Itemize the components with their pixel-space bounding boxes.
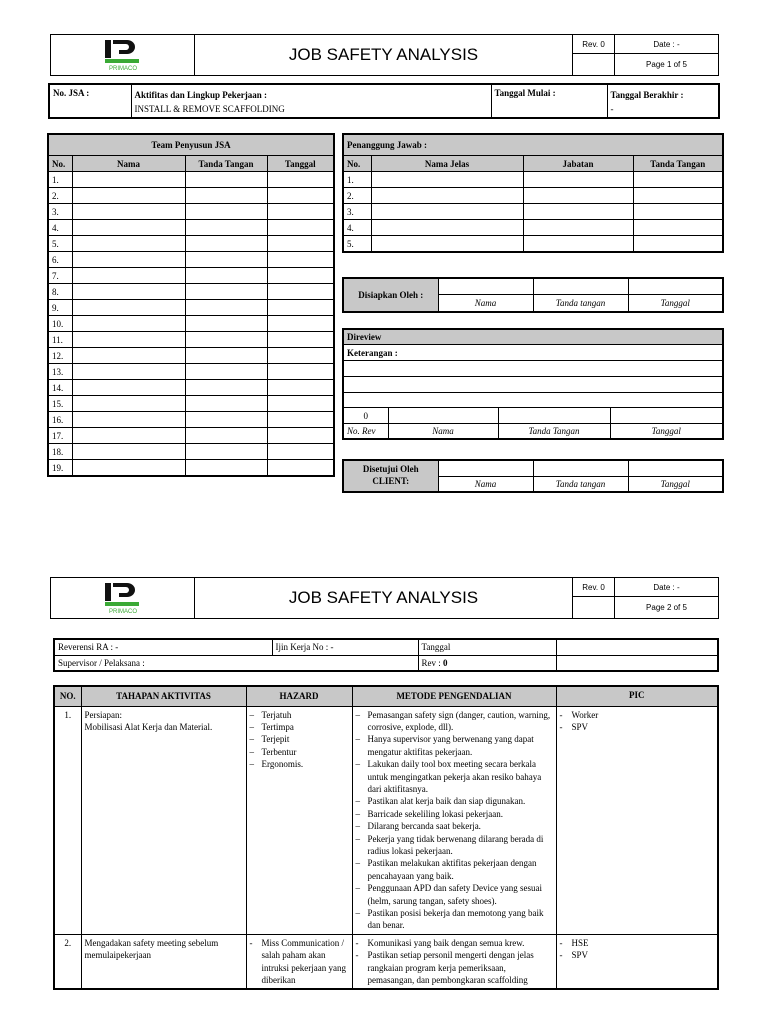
page2-tanggal: Tanggal [418, 639, 556, 655]
primaco-logo-icon [99, 581, 147, 615]
team-row [48, 348, 334, 364]
team-row [48, 172, 334, 188]
act-header-tahapan: TAHAPAN AKTIVITAS [81, 686, 246, 706]
team-cell [72, 348, 185, 364]
team-row-number: 4. [48, 220, 72, 236]
date: Date : - [615, 35, 719, 54]
pj-row [343, 220, 723, 236]
pj-cell [371, 204, 523, 220]
page-number: Page 1 of 5 [615, 54, 719, 76]
pj-row [343, 188, 723, 204]
pic-item: - SPV [560, 949, 715, 961]
pj-cell [633, 204, 723, 220]
disiapkan-table [342, 277, 724, 313]
team-row-number: 17. [48, 428, 72, 444]
team-row-number: 2. [48, 188, 72, 204]
activity-tahapan [81, 934, 246, 989]
tanggal-berakhir-value: - [610, 104, 614, 115]
activity-pic [556, 706, 718, 934]
team-row [48, 444, 334, 460]
metode-item: – Pastikan posisi bekerja dan memotong yang baik dan benar. [356, 907, 553, 932]
team-cell [72, 428, 185, 444]
tahapan-line: Persiapan: [84, 709, 122, 720]
team-cell [267, 204, 334, 220]
pj-row-number: 5. [343, 236, 371, 253]
pj-cell [523, 204, 633, 220]
hazard-list [250, 709, 349, 771]
metode-item: – Barricade sekeliling lokasi pekerjaan. [356, 808, 553, 820]
team-cell [185, 284, 267, 300]
team-row [48, 204, 334, 220]
team-row [48, 460, 334, 477]
team-cell [267, 348, 334, 364]
team-cell [267, 412, 334, 428]
metode-item: – Pemasangan safety sign (danger, caution, warning, corrosive, explode, dll). [356, 709, 553, 734]
direview-title: Direview [343, 329, 723, 345]
disetujui-table [342, 459, 724, 493]
metode-item: – Lakukan daily tool box meeting secara berkala untuk mengingatkan pekerja akan resiko bahaya dari aktifitasnya. [356, 758, 553, 795]
team-row [48, 396, 334, 412]
primaco-logo-icon [99, 38, 147, 72]
team-cell [72, 316, 185, 332]
team-row [48, 300, 334, 316]
metode-list [356, 709, 553, 932]
team-row-number: 19. [48, 460, 72, 477]
page1-header [50, 34, 719, 76]
pj-cell [371, 188, 523, 204]
team-cell [267, 220, 334, 236]
team-row-number: 3. [48, 204, 72, 220]
disetujui-nama: Nama [438, 476, 533, 492]
revision: Rev. 0 [573, 35, 615, 54]
team-row-number: 16. [48, 412, 72, 428]
hazard-list [250, 937, 349, 987]
disiapkan-tanda: Tanda tangan [533, 294, 628, 312]
team-cell [185, 412, 267, 428]
act-header-pic: PIC [556, 686, 718, 706]
team-cell [185, 300, 267, 316]
team-row [48, 380, 334, 396]
document-title: JOB SAFETY ANALYSIS [195, 35, 573, 76]
team-row-number: 14. [48, 380, 72, 396]
pic-list [560, 937, 715, 962]
aktifitas-label: Aktifitas dan Lingkup Pekerjaan : [134, 90, 268, 100]
pj-cell [523, 188, 633, 204]
team-cell [72, 268, 185, 284]
metode-item: - Pastikan setiap personil mengerti dengan jelas rangkaian program kerja pemeriksaan, pemasangan, dan pembongkaran scaffolding [356, 949, 553, 986]
team-row [48, 268, 334, 284]
team-cell [267, 188, 334, 204]
disetujui-label-line2: CLIENT: [372, 476, 410, 486]
penanggung-title: Penanggung Jawab : [343, 134, 723, 156]
team-header-no: No. [48, 156, 72, 172]
team-cell [72, 220, 185, 236]
disiapkan-label: Disiapkan Oleh : [343, 278, 438, 312]
team-row-number: 9. [48, 300, 72, 316]
team-cell [185, 252, 267, 268]
team-cell [185, 172, 267, 188]
team-row [48, 412, 334, 428]
pj-cell [633, 172, 723, 188]
direview-tanda: Tanda Tangan [498, 424, 610, 439]
page-number-page2: Page 2 of 5 [615, 597, 719, 619]
tanggal-berakhir-cell [607, 84, 719, 118]
svg-text:PRIMACO: PRIMACO [108, 66, 137, 72]
referensi-ra: Reverensi RA : - [54, 639, 272, 655]
activity-tahapan [81, 706, 246, 934]
company-logo-page2 [51, 578, 195, 619]
team-row-number: 13. [48, 364, 72, 380]
metode-item: – Dilarang bercanda saat bekerja. [356, 820, 553, 832]
pj-row-number: 1. [343, 172, 371, 188]
pj-cell [523, 236, 633, 253]
team-cell [72, 380, 185, 396]
pj-row [343, 172, 723, 188]
team-cell [72, 412, 185, 428]
team-header-nama: Nama [72, 156, 185, 172]
team-row-number: 15. [48, 396, 72, 412]
team-cell [267, 236, 334, 252]
revision-page2: Rev. 0 [573, 578, 615, 597]
team-cell [185, 444, 267, 460]
team-row [48, 284, 334, 300]
team-cell [267, 316, 334, 332]
hazard-item: – Ergonomis. [250, 758, 349, 770]
activity-hazard [246, 706, 352, 934]
hazard-item: – Tertimpa [250, 721, 349, 733]
team-cell [185, 348, 267, 364]
activity-no: 1. [54, 706, 81, 934]
svg-text:PRIMACO: PRIMACO [108, 609, 137, 615]
team-row-number: 6. [48, 252, 72, 268]
keterangan-label: Keterangan : [343, 345, 723, 361]
team-row-number: 1. [48, 172, 72, 188]
team-cell [267, 172, 334, 188]
metode-item: – Penggunaan APD dan safety Device yang sesuai (helm, sarung tangan, safety shoes). [356, 882, 553, 907]
team-row-number: 8. [48, 284, 72, 300]
disetujui-label [343, 460, 438, 492]
activity-metode [352, 934, 556, 989]
pj-header-nama: Nama Jelas [371, 156, 523, 172]
team-row [48, 236, 334, 252]
activity-pic [556, 934, 718, 989]
pj-header-jabatan: Jabatan [523, 156, 633, 172]
company-logo [51, 35, 195, 76]
aktifitas-value: INSTALL & REMOVE SCAFFOLDING [134, 104, 285, 115]
hazard-item: – Terbentur [250, 746, 349, 758]
team-cell [72, 252, 185, 268]
pic-item: - HSE [560, 937, 715, 949]
team-cell [185, 316, 267, 332]
team-cell [185, 204, 267, 220]
document-title-page2: JOB SAFETY ANALYSIS [195, 578, 573, 619]
disetujui-label-line1: Disetujui Oleh [362, 464, 419, 475]
team-cell [72, 396, 185, 412]
penanggung-jawab-table [342, 133, 724, 253]
team-row [48, 188, 334, 204]
team-cell [72, 332, 185, 348]
page2-rev: Rev : 0 [418, 655, 556, 671]
team-title: Team Penyusun JSA [48, 134, 334, 156]
metode-item: – Hanya supervisor yang berwenang yang dapat mengatur aktifitas pekerjaan. [356, 733, 553, 758]
pj-cell [371, 172, 523, 188]
pj-cell [633, 236, 723, 253]
team-row-number: 12. [48, 348, 72, 364]
team-cell [185, 380, 267, 396]
activity-no: 2. [54, 934, 81, 989]
metode-item: – Pekerja yang tidak berwenang dilarang berada di radius lokasi pekerjaan. [356, 833, 553, 858]
no-rev-label: No. Rev [343, 424, 388, 439]
team-row [48, 332, 334, 348]
pj-cell [371, 220, 523, 236]
team-row [48, 428, 334, 444]
team-cell [267, 364, 334, 380]
act-header-metode: METODE PENGENDALIAN [352, 686, 556, 706]
team-cell [185, 220, 267, 236]
pj-row-number: 4. [343, 220, 371, 236]
team-cell [185, 268, 267, 284]
pj-cell [523, 220, 633, 236]
pj-row [343, 204, 723, 220]
pic-list [560, 709, 715, 734]
pj-header-no: No. [343, 156, 371, 172]
team-row [48, 220, 334, 236]
team-row [48, 252, 334, 268]
team-cell [267, 428, 334, 444]
pic-item: - Worker [560, 709, 715, 721]
activities-table [53, 685, 719, 990]
team-cell [72, 284, 185, 300]
team-cell [72, 236, 185, 252]
team-cell [72, 460, 185, 477]
act-header-hazard: HAZARD [246, 686, 352, 706]
team-cell [185, 428, 267, 444]
metode-item: - Komunikasi yang baik dengan semua krew. [356, 937, 553, 949]
ijin-kerja: Ijin Kerja No : - [272, 639, 418, 655]
team-row-number: 11. [48, 332, 72, 348]
disiapkan-nama: Nama [438, 294, 533, 312]
team-cell [185, 236, 267, 252]
team-cell [267, 252, 334, 268]
metode-item: – Pastikan alat kerja baik dan siap digunakan. [356, 795, 553, 807]
team-cell [72, 444, 185, 460]
team-cell [185, 332, 267, 348]
hazard-item: – Terjepit [250, 733, 349, 745]
pj-row-number: 3. [343, 204, 371, 220]
direview-table [342, 328, 724, 440]
pj-cell [633, 188, 723, 204]
direview-tanggal: Tanggal [610, 424, 723, 439]
date-page2: Date : - [615, 578, 719, 597]
team-cell [72, 204, 185, 220]
team-cell [267, 396, 334, 412]
team-row-number: 7. [48, 268, 72, 284]
team-cell [267, 332, 334, 348]
activity-row [54, 706, 718, 934]
activity-hazard [246, 934, 352, 989]
tanggal-mulai-label: Tanggal Mulai : [491, 84, 607, 118]
team-cell [185, 396, 267, 412]
team-header-tanggal: Tanggal [267, 156, 334, 172]
activity-metode [352, 706, 556, 934]
team-row-number: 18. [48, 444, 72, 460]
team-cell [72, 364, 185, 380]
team-cell [267, 380, 334, 396]
page2-header [50, 577, 719, 619]
supervisor-label: Supervisor / Pelaksana : [54, 655, 418, 671]
team-row-number: 5. [48, 236, 72, 252]
tanggal-berakhir-label: Tanggal Berakhir : [610, 90, 684, 100]
pj-cell [371, 236, 523, 253]
disiapkan-tanggal: Tanggal [628, 294, 723, 312]
team-cell [267, 284, 334, 300]
team-cell [267, 268, 334, 284]
aktifitas-cell [131, 84, 491, 118]
team-penyusun-table [47, 133, 335, 477]
team-cell [185, 188, 267, 204]
pj-cell [633, 220, 723, 236]
rev-value: 0 [343, 408, 388, 424]
team-row [48, 316, 334, 332]
team-cell [267, 300, 334, 316]
disetujui-tanda: Tanda tangan [533, 476, 628, 492]
metode-list [356, 937, 553, 987]
pj-header-tanda: Tanda Tangan [633, 156, 723, 172]
team-cell [185, 364, 267, 380]
tahapan-line: Mengadakan safety meeting sebelum memulaipekerjaan [84, 937, 219, 961]
team-cell [267, 460, 334, 477]
jsa-info-table [48, 83, 720, 119]
team-cell [72, 300, 185, 316]
team-cell [72, 188, 185, 204]
team-row [48, 364, 334, 380]
team-row-number: 10. [48, 316, 72, 332]
metode-item: – Pastikan melakukan aktifitas pekerjaan dengan pencahayaan yang baik. [356, 857, 553, 882]
pic-item: - SPV [560, 721, 715, 733]
team-cell [72, 172, 185, 188]
tahapan-line: Mobilisasi Alat Kerja dan Material. [84, 721, 213, 732]
hazard-item: - Miss Communication / salah paham akan intruksi pekerjaan yang diberikan [250, 937, 349, 987]
pj-cell [523, 172, 633, 188]
page2-info-table [53, 638, 719, 672]
disetujui-tanggal: Tanggal [628, 476, 723, 492]
activity-row [54, 934, 718, 989]
pj-row-number: 2. [343, 188, 371, 204]
hazard-item: – Terjatuh [250, 709, 349, 721]
direview-nama: Nama [388, 424, 498, 439]
act-header-no: NO. [54, 686, 81, 706]
team-cell [267, 444, 334, 460]
team-cell [185, 460, 267, 477]
team-header-tanda: Tanda Tangan [185, 156, 267, 172]
pj-row [343, 236, 723, 253]
no-jsa-label: No. JSA : [49, 84, 131, 118]
